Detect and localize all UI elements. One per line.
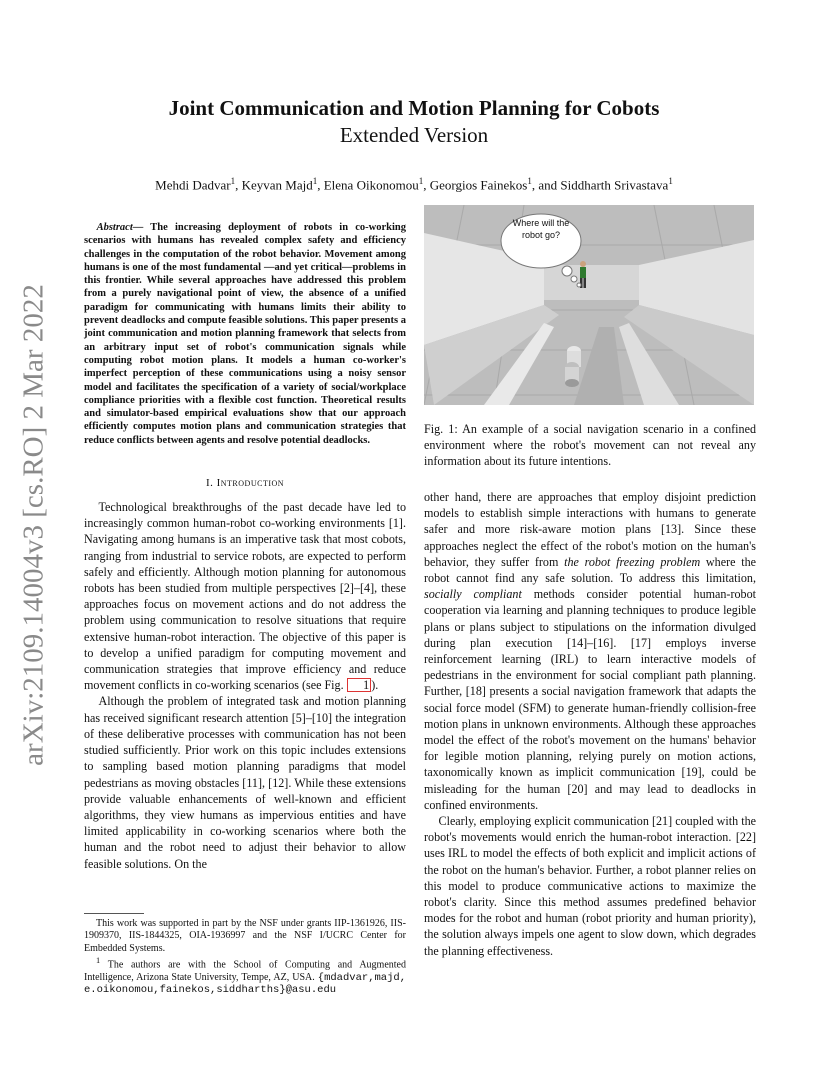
figure-1-link[interactable]: 1 — [347, 678, 372, 692]
right-paragraph-1 — [424, 489, 756, 813]
intro-paragraph-2: Although the problem of integrated task and motion planning has received significant research attention [5]–[10] the integration of these deliberative processes with communication has not been studied sufficiently. Prior work on this topic includes extensions to sampling based motion planning paradigms that model pedestrians as moving obstacles [11], [12]. While these extensions provide valuable enhancements of well-known and efficient algorithms, they view humans as impervious entities and have limited applicability in co-working scenarios where both the human and the robot need to adjust their behavior to allow feasible solutions. On the — [84, 694, 406, 871]
affiliation-footnote — [84, 955, 406, 997]
author-name: Georgios Fainekos — [429, 177, 528, 193]
socially-compliant-term: socially compliant — [424, 587, 522, 602]
author-separator: , — [423, 177, 430, 193]
affiliation-mark: 1 — [312, 176, 318, 186]
funding-footnote: This work was supported in part by the NSF under grants IIP-1361926, IIS-1909370, IIS-1844325, OIA-1936997 and the NSF I/UCRC Center for Embedded Systems. — [84, 918, 406, 954]
section-heading — [84, 476, 406, 490]
thought-bubble-text: Where will the robot go? — [512, 218, 570, 240]
intro-paragraph-1-end: ). — [371, 678, 379, 693]
affiliation-mark: 1 — [96, 956, 101, 966]
affiliation-mark: 1 — [418, 176, 424, 186]
author-name: Keyvan Majd — [241, 177, 313, 193]
affiliation-mark: 1 — [527, 176, 532, 186]
author-separator: , — [317, 177, 324, 193]
section-number: I. — [205, 477, 214, 490]
abstract-text: The increasing deployment of robots in co-working scenarios with humans has revealed complex safety and efficiency challenges in the computation of the robot behavior. Movement among humans is one of the most fundamental —and yet critical—problems in this frontier. While several approaches have addressed this problem from a purely navigational point of view, the absence of a unified paradigm for communicating with humans limits their ability to prevent deadlocks and compute feasible solutions. This paper presents a joint communication and motion planning framework that selects from an arbitrary input set of robot's communication signals while computing robot motion plans. It models a human co-worker's imperfect perception of these communications using a noisy sensor model and facilitates the specification of a variety of social/workplace compliance priorities with a flexible cost function. Theoretical results and simulator-based empirical evaluations show that our approach efficiently computes motion plans and communication strategies that reduce conflicts between agents and resolve potential deadlocks. — [84, 222, 406, 446]
arxiv-identifier-stamp — [4, 284, 64, 766]
arxiv-identifier-text: arXiv:2109.14004v3 [cs.RO] 2 Mar 2022 — [17, 284, 50, 766]
footnote-rule — [84, 913, 144, 914]
author-list — [0, 172, 828, 194]
intro-paragraph-1 — [84, 499, 406, 693]
figure-1-caption: Fig. 1: An example of a social navigation scenario in a confined environment where the robot's movement can not reveal any information about its future intentions. — [424, 422, 756, 469]
left-column — [84, 221, 406, 872]
author-emails: {mdadvar,majd, e.oikonomou,fainekos,siddharths}@asu.edu — [84, 971, 406, 997]
paper-title: Joint Communication and Motion Planning for Cobots — [168, 96, 660, 120]
right-column-body — [424, 489, 756, 959]
abstract-label: Abstract — [96, 222, 133, 233]
affiliation-mark: 1 — [668, 176, 673, 186]
affiliation-mark: 1 — [230, 176, 236, 186]
right-paragraph-1-b: where the robot cannot find any safe solution. To address this limitation, — [424, 554, 756, 586]
figure-1-image — [424, 205, 754, 405]
right-column — [424, 205, 756, 958]
abstract-dash: — — [132, 222, 151, 233]
footnotes — [84, 918, 406, 997]
section-title: Introduction — [216, 477, 285, 490]
author-name: Siddharth Srivastava — [560, 177, 669, 193]
abstract — [84, 221, 406, 447]
affiliation-text: The authors are with the School of Computing and Augmented Intelligence, Arizona State University, Tempe, AZ, USA. — [84, 959, 406, 983]
author-name: Mehdi Dadvar — [155, 177, 231, 193]
right-paragraph-2: Clearly, employing explicit communication [21] coupled with the robot's movements would enrich the human-robot interaction. [22] uses IRL to model the effects of both explicit and implicit actions of the robot on the human's behavior. Further, a robot planner relies on this model to produce communicative actions to maximize the robot's clarity. Since this method assumes predefined behavior modes for the robot and human (robot priority and human priority), the solution always impels one agent to slow down, which degrades the planning effectiveness. — [424, 814, 756, 958]
right-paragraph-1-c: methods consider potential human-robot cooperation via learning and planning techniques to produce legible plans or plans subject to stipulations on the information divulged during plan execution [14]–[16]. [17] employs inverse reinforcement learning (IRL) to learn interactive models of pedestrians in the environment for social compliant path planning. Further, [18] presents a social navigation framework that adapts the social force model (SFM) to generate human-friendly collision-free motion plans in unknown environments. Although these approaches model the effect of the robot's movement on the humans' behavior for legible motion planning, relying purely on motion actions, taxonomically known as implicit communication [19], could be misleading for the human [20] and may lead to deadlocks in confined environments. — [424, 587, 756, 812]
author-separator: , — [235, 177, 242, 193]
author-name: Elena Oikonomou — [323, 177, 419, 193]
simulation-scene-illustration — [424, 205, 754, 405]
author-separator: , and — [531, 177, 561, 193]
intro-paragraph-1-text: Technological breakthroughs of the past decade have led to increasingly common human-robot co-working environments [1]. Navigating among humans is an imperative task that most cobots, ranging from industrial to service robots, are expected to perform safely and efficiently. Although motion planning for autonomous robots has been studied from multiple perspectives [2]–[4], these approaches focus on movement actions and do not address the problem using communication to resolve situations that require extensive human-robot interaction. The objective of this paper is to develop a unified paradigm for computing movement and communication strategies that improve efficiency and reduce movement conflicts in co-working scenarios (see Fig. — [84, 500, 406, 693]
right-paragraph-1-a: other hand, there are approaches that employ disjoint prediction models to establish simple interactions with humans to generate safer and more risk-aware motion plans [13]. Since these approaches neglect the effect of the robot's motion on the human's behavior, they suffer from — [424, 490, 756, 569]
robot-freezing-term: the robot freezing problem — [564, 554, 701, 569]
paper-subtitle: Extended Version — [339, 123, 489, 147]
